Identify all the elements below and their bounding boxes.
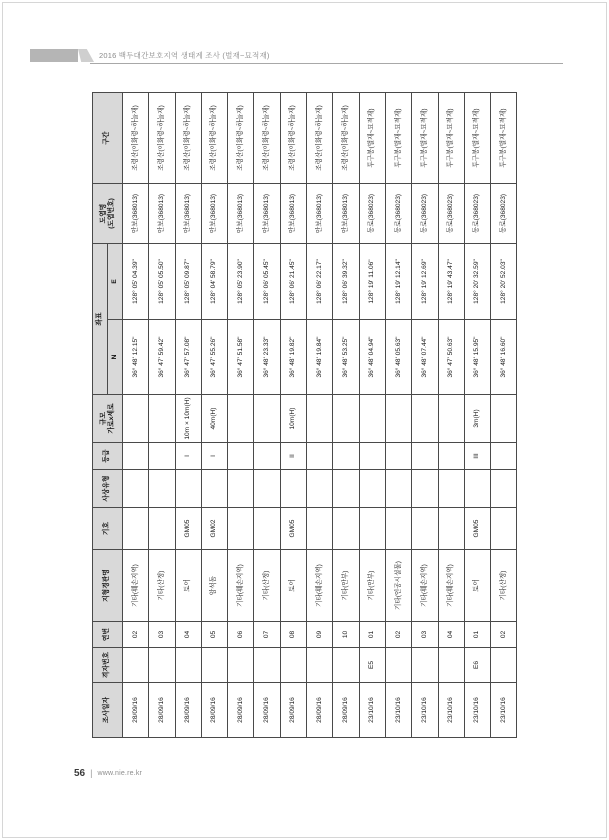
table-cell: 36° 48' 12.15" xyxy=(123,320,149,395)
table-cell xyxy=(385,443,411,470)
table-cell: 36° 48' 16.60" xyxy=(491,320,517,395)
table-cell: 투구봉(벌재~묘적재) xyxy=(412,92,438,183)
table-cell xyxy=(280,470,306,508)
header-divider-line xyxy=(90,63,563,64)
table-cell xyxy=(254,395,280,443)
table-cell: 안보(368013) xyxy=(228,183,254,243)
table-cell: 128° 05' 09.87" xyxy=(175,243,201,319)
scale-header-line2: 가로x세로 xyxy=(107,403,115,434)
table-cell xyxy=(412,508,438,550)
table-cell: 23/10/16 xyxy=(412,683,438,738)
table-cell: 안보(368013) xyxy=(280,183,306,243)
table-cell: 동로(368023) xyxy=(491,183,517,243)
map-header-line1: 도엽명 xyxy=(99,203,107,224)
table-cell: 조령산(이화령~하늘재) xyxy=(123,92,149,183)
table-cell: 36° 47' 55.26" xyxy=(201,320,227,395)
table-row xyxy=(412,92,438,737)
table-cell xyxy=(175,648,201,683)
table-cell xyxy=(491,470,517,508)
table-cell: 기타(훼손지역) xyxy=(438,550,464,622)
table-cell xyxy=(359,395,385,443)
table-cell: 06 xyxy=(228,622,254,648)
table-cell xyxy=(333,443,359,470)
scale-header-line1: 규모 xyxy=(99,411,107,426)
col-header-coord-e: E xyxy=(108,243,123,319)
col-header-survey-date: 조사일자 xyxy=(93,683,123,738)
table-cell: 28/09/16 xyxy=(228,683,254,738)
table-cell: 02 xyxy=(385,622,411,648)
running-header xyxy=(0,46,609,66)
table-cell: 36° 47' 51.58" xyxy=(228,320,254,395)
table-cell xyxy=(149,648,175,683)
table-cell xyxy=(123,443,149,470)
table-cell xyxy=(412,470,438,508)
table-cell: 28/09/16 xyxy=(123,683,149,738)
table-cell: 동로(368023) xyxy=(464,183,490,243)
table-cell xyxy=(123,395,149,443)
table-cell: 조령산(이화령~하늘재) xyxy=(228,92,254,183)
table-row xyxy=(333,92,359,737)
table-cell xyxy=(359,443,385,470)
table-cell: 28/09/16 xyxy=(307,683,333,738)
table-cell xyxy=(149,443,175,470)
table-cell: 안보(368013) xyxy=(333,183,359,243)
table-cell xyxy=(333,648,359,683)
col-header-symbol: 기호 xyxy=(93,508,123,550)
table-cell: 토어 xyxy=(280,550,306,622)
table-cell xyxy=(307,648,333,683)
table-cell xyxy=(123,508,149,550)
table-cell: 토어 xyxy=(175,550,201,622)
col-header-feature-type: 사상유형 xyxy=(93,470,123,508)
table-cell xyxy=(385,508,411,550)
table-cell: 기타(산정) xyxy=(254,550,280,622)
table-cell xyxy=(412,395,438,443)
table-cell: 04 xyxy=(175,622,201,648)
table-cell xyxy=(333,508,359,550)
table-cell xyxy=(438,648,464,683)
header-edge-tab xyxy=(30,49,78,62)
table-cell xyxy=(175,470,201,508)
table-cell: 기타(훼손지역) xyxy=(307,550,333,622)
table-row xyxy=(149,92,175,737)
table-cell xyxy=(412,648,438,683)
col-header-coord-n: N xyxy=(108,320,123,395)
table-cell: 조령산(이화령~하늘재) xyxy=(201,92,227,183)
table-cell: 28/09/16 xyxy=(280,683,306,738)
table-cell: 09 xyxy=(307,622,333,648)
table-cell: 투구봉(벌재~묘적재) xyxy=(464,92,490,183)
table-cell: E5 xyxy=(359,648,385,683)
table-cell xyxy=(359,508,385,550)
page-number: 56 xyxy=(74,767,86,779)
table-cell xyxy=(438,395,464,443)
table-cell: 3m(H) xyxy=(464,395,490,443)
table-cell xyxy=(201,648,227,683)
table-cell: 128° 06' 05.45" xyxy=(254,243,280,319)
table-cell xyxy=(307,395,333,443)
table-cell: III xyxy=(464,443,490,470)
table-cell xyxy=(307,470,333,508)
col-header-map-sheet xyxy=(93,183,123,243)
table-cell: 10m(H) xyxy=(280,395,306,443)
table-cell xyxy=(254,508,280,550)
table-cell: 128° 20' 32.59" xyxy=(464,243,490,319)
header-arrow-mark xyxy=(78,49,94,62)
table-cell: 동로(368023) xyxy=(385,183,411,243)
table-cell: 28/09/16 xyxy=(149,683,175,738)
table-cell: 08 xyxy=(280,622,306,648)
table-cell xyxy=(491,508,517,550)
table-cell xyxy=(149,470,175,508)
table-cell: 23/10/16 xyxy=(359,683,385,738)
col-header-section: 구간 xyxy=(93,92,123,183)
table-cell: 128° 19' 12.14" xyxy=(385,243,411,319)
table-cell xyxy=(228,508,254,550)
table-cell: 기타(안부) xyxy=(333,550,359,622)
table-cell xyxy=(254,470,280,508)
table-cell: 동로(368023) xyxy=(438,183,464,243)
footer-website: www.nie.re.kr xyxy=(97,769,143,777)
table-cell: 투구봉(벌재~묘적재) xyxy=(359,92,385,183)
table-cell: 28/09/16 xyxy=(333,683,359,738)
table-cell: 조령산(이화령~하늘재) xyxy=(333,92,359,183)
col-header-scale xyxy=(93,395,123,443)
table-cell: 안보(368013) xyxy=(254,183,280,243)
map-header-lines xyxy=(100,184,116,243)
table-cell: 23/10/16 xyxy=(491,683,517,738)
table-row xyxy=(201,92,227,737)
table-cell: 03 xyxy=(412,622,438,648)
table-cell: 128° 05' 04.39" xyxy=(123,243,149,319)
table-cell: 투구봉(벌재~묘적재) xyxy=(385,92,411,183)
table-rotation-frame xyxy=(92,93,517,738)
table-row xyxy=(438,92,464,737)
table-cell xyxy=(491,648,517,683)
geomorphic-survey-table xyxy=(92,92,517,738)
table-cell xyxy=(201,470,227,508)
table-cell: II xyxy=(280,443,306,470)
table-cell: 안보(368013) xyxy=(149,183,175,243)
table-row xyxy=(280,92,306,737)
table-cell: 128° 06' 21.45" xyxy=(280,243,306,319)
table-cell xyxy=(438,508,464,550)
rotated-table-container xyxy=(92,93,517,738)
table-row xyxy=(175,92,201,737)
table-cell: 23/10/16 xyxy=(438,683,464,738)
table-cell xyxy=(254,648,280,683)
table-cell xyxy=(307,443,333,470)
table-cell: 기타(훼손지역) xyxy=(123,550,149,622)
col-header-grade: 등급 xyxy=(93,443,123,470)
table-cell: I xyxy=(175,443,201,470)
table-cell xyxy=(385,395,411,443)
table-cell: 안보(368013) xyxy=(307,183,333,243)
table-cell: 05 xyxy=(201,622,227,648)
table-row xyxy=(307,92,333,737)
table-cell xyxy=(228,470,254,508)
table-cell xyxy=(438,470,464,508)
table-cell: 10m × 10m(H) xyxy=(175,395,201,443)
table-row xyxy=(385,92,411,737)
map-header-line2: (도엽번호) xyxy=(107,198,115,229)
table-cell xyxy=(307,508,333,550)
table-cell: 04 xyxy=(438,622,464,648)
table-cell: 128° 06' 39.32" xyxy=(333,243,359,319)
table-row xyxy=(359,92,385,737)
table-cell: 128° 19' 12.69" xyxy=(412,243,438,319)
table-cell xyxy=(438,443,464,470)
table-cell: 조령산(이화령~하늘재) xyxy=(254,92,280,183)
table-cell xyxy=(491,395,517,443)
table-row xyxy=(491,92,517,737)
table-cell: GM02 xyxy=(201,508,227,550)
table-row xyxy=(464,92,490,737)
table-header xyxy=(93,92,123,737)
table-cell: 36° 48' 07.44" xyxy=(412,320,438,395)
table-body xyxy=(123,92,517,737)
table-cell: 10 xyxy=(333,622,359,648)
table-cell: 조령산(이화령~하늘재) xyxy=(175,92,201,183)
table-cell: 23/10/16 xyxy=(464,683,490,738)
table-cell: 기타(안부) xyxy=(359,550,385,622)
table-cell: 토어 xyxy=(464,550,490,622)
table-cell xyxy=(149,395,175,443)
col-header-landform-name: 지형경관명 xyxy=(93,550,123,622)
table-cell: 안보(368013) xyxy=(201,183,227,243)
table-cell: 28/09/16 xyxy=(254,683,280,738)
table-cell: 03 xyxy=(149,622,175,648)
table-cell: 동로(368023) xyxy=(359,183,385,243)
table-cell: 128° 04' 58.79" xyxy=(201,243,227,319)
table-cell: 128° 06' 22.17" xyxy=(307,243,333,319)
table-cell: 128° 19' 11.06" xyxy=(359,243,385,319)
col-header-grid-no: 격자번호 xyxy=(93,648,123,683)
table-cell xyxy=(359,470,385,508)
table-cell: 36° 47' 50.63" xyxy=(438,320,464,395)
table-cell: 안보(368013) xyxy=(175,183,201,243)
table-cell xyxy=(228,443,254,470)
table-cell: 128° 05' 23.90" xyxy=(228,243,254,319)
table-cell: 기타(산정) xyxy=(491,550,517,622)
table-cell: 23/10/16 xyxy=(385,683,411,738)
table-cell: 조령산(이화령~하늘재) xyxy=(280,92,306,183)
table-cell: 투구봉(벌재~묘적재) xyxy=(438,92,464,183)
table-cell: 36° 48' 05.63" xyxy=(385,320,411,395)
table-cell xyxy=(228,395,254,443)
table-cell: 36° 48' 04.94" xyxy=(359,320,385,395)
report-title: 2016 백두대간보호지역 생태계 조사 (벌재~묘적재) xyxy=(99,51,270,60)
table-cell: 기타(훼손지역) xyxy=(228,550,254,622)
table-cell: 기타(산정) xyxy=(149,550,175,622)
table-cell xyxy=(333,395,359,443)
table-cell: 128° 20' 52.03" xyxy=(491,243,517,319)
table-cell: 40m(H) xyxy=(201,395,227,443)
table-cell: 01 xyxy=(359,622,385,648)
table-row xyxy=(123,92,149,737)
table-cell xyxy=(385,470,411,508)
table-cell: 36° 47' 59.42" xyxy=(149,320,175,395)
table-cell: 조령산(이화령~하늘재) xyxy=(307,92,333,183)
table-cell: 128° 05' 05.50" xyxy=(149,243,175,319)
table-cell: 28/09/16 xyxy=(175,683,201,738)
scale-header-lines xyxy=(100,395,116,442)
table-cell: 동로(368023) xyxy=(412,183,438,243)
table-cell: 07 xyxy=(254,622,280,648)
table-cell xyxy=(412,443,438,470)
col-header-serial: 연번 xyxy=(93,622,123,648)
table-cell: 28/09/16 xyxy=(201,683,227,738)
table-cell: 암석돔 xyxy=(201,550,227,622)
table-cell xyxy=(464,470,490,508)
table-cell: 36° 48' 19.84" xyxy=(307,320,333,395)
table-cell: 투구봉(벌재~묘적재) xyxy=(491,92,517,183)
table-cell xyxy=(254,443,280,470)
col-header-coordinates: 좌표 xyxy=(93,243,108,394)
table-cell: 36° 47' 57.08" xyxy=(175,320,201,395)
table-cell: 128° 19' 43.47" xyxy=(438,243,464,319)
table-cell xyxy=(228,648,254,683)
table-cell: 36° 48' 23.33" xyxy=(254,320,280,395)
table-cell: GM05 xyxy=(280,508,306,550)
table-cell: 36° 48' 53.25" xyxy=(333,320,359,395)
table-cell: 36° 48' 19.82" xyxy=(280,320,306,395)
table-cell xyxy=(333,470,359,508)
table-row xyxy=(228,92,254,737)
table-row xyxy=(254,92,280,737)
table-cell xyxy=(149,508,175,550)
table-cell: E6 xyxy=(464,648,490,683)
table-cell xyxy=(123,648,149,683)
table-cell xyxy=(491,443,517,470)
footer-divider: | xyxy=(90,768,93,778)
table-cell: 안보(368013) xyxy=(123,183,149,243)
page-footer xyxy=(74,764,142,782)
table-cell: 01 xyxy=(464,622,490,648)
table-cell xyxy=(123,470,149,508)
table-cell: I xyxy=(201,443,227,470)
table-cell: 기타(훼손지역) xyxy=(412,550,438,622)
table-cell: 36° 48' 15.95" xyxy=(464,320,490,395)
table-cell: 기타(인공시설물) xyxy=(385,550,411,622)
table-cell: 02 xyxy=(491,622,517,648)
table-cell: 조령산(이화령~하늘재) xyxy=(149,92,175,183)
table-cell: GM05 xyxy=(175,508,201,550)
table-cell xyxy=(280,648,306,683)
table-cell: GM05 xyxy=(464,508,490,550)
table-cell xyxy=(385,648,411,683)
table-cell: 02 xyxy=(123,622,149,648)
